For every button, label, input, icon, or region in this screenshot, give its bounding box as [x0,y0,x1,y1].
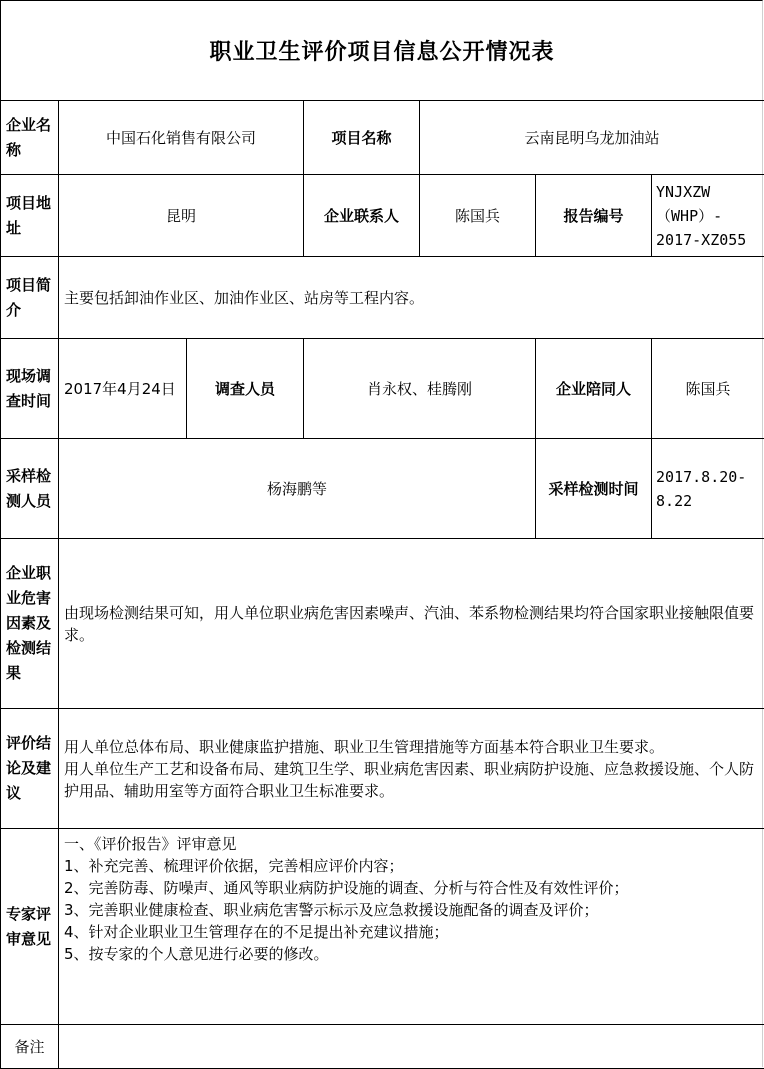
expert-line-3: 2、完善防毒、防噪声、通风等职业病防护设施的调查、分析与符合性及有效性评价； [64,877,764,899]
report-number-line-1: YNJXZW [656,180,764,204]
expert-opinion-value [59,829,764,1025]
project-name-label: 项目名称 [304,101,420,175]
hazard-result-value: 由现场检测结果可知，用人单位职业病危害因素噪声、汽油、苯系物检测结果均符合国家职业接触限值要求。 [59,539,764,709]
report-number-value [652,175,764,257]
table-row-company [1,101,764,175]
survey-time-value: 2017年4月24日 [59,339,187,439]
expert-line-2: 1、补充完善、梳理评价依据，完善相应评价内容； [64,855,764,877]
info-table [0,100,764,1069]
project-intro-value: 主要包括卸油作业区、加油作业区、站房等工程内容。 [59,257,764,339]
contact-person-value: 陈国兵 [420,175,536,257]
conclusion-line-2: 用人单位生产工艺和设备布局、建筑卫生学、职业病危害因素、职业病防护设施、应急救援设施、个人防护用品、辅助用室等方面符合职业卫生标准要求。 [64,758,764,802]
sample-time-label: 采样检测时间 [536,439,652,539]
project-address-value: 昆明 [59,175,304,257]
conclusion-line-1: 用人单位总体布局、职业健康监护措施、职业卫生管理措施等方面基本符合职业卫生要求。 [64,736,764,758]
expert-line-4: 3、完善职业健康检查、职业病危害警示标示及应急救援设施配备的调查及评价； [64,899,764,921]
table-row-address [1,175,764,257]
company-name-label: 企业名称 [1,101,59,175]
sample-time-value: 2017.8.20-8.22 [652,439,764,539]
table-row-conclusion [1,709,764,829]
table-row-result [1,539,764,709]
sampler-value: 杨海鹏等 [59,439,536,539]
hazard-result-label: 企业职业危害因素及检测结果 [1,539,59,709]
conclusion-value [59,709,764,829]
companion-value: 陈国兵 [652,339,764,439]
expert-line-6: 5、按专家的个人意见进行必要的修改。 [64,943,764,965]
surveyor-value: 肖永权、桂腾刚 [304,339,536,439]
expert-line-5: 4、针对企业职业卫生管理存在的不足提出补充建议措施； [64,921,764,943]
sampler-label: 采样检测人员 [1,439,59,539]
table-row-intro [1,257,764,339]
table-row-survey [1,339,764,439]
companion-label: 企业陪同人 [536,339,652,439]
project-intro-label: 项目简介 [1,257,59,339]
table-row-expert [1,829,764,1025]
surveyor-label: 调查人员 [187,339,304,439]
report-number-label: 报告编号 [536,175,652,257]
expert-line-1: 一、《评价报告》评审意见 [64,833,764,855]
survey-time-label: 现场调查时间 [1,339,59,439]
project-address-label: 项目地址 [1,175,59,257]
table-row-remark [1,1025,764,1069]
remark-value [59,1025,764,1069]
page-title: 职业卫生评价项目信息公开情况表 [0,0,764,101]
project-name-value: 云南昆明乌龙加油站 [420,101,764,175]
expert-opinion-label: 专家评审意见 [1,829,59,1025]
contact-person-label: 企业联系人 [304,175,420,257]
table-row-sampling [1,439,764,539]
conclusion-label: 评价结论及建议 [1,709,59,829]
remark-label: 备注 [1,1025,59,1069]
company-name-value: 中国石化销售有限公司 [59,101,304,175]
report-number-line-2: （WHP）- [656,204,764,228]
report-number-line-3: 2017-XZ055 [656,228,764,252]
